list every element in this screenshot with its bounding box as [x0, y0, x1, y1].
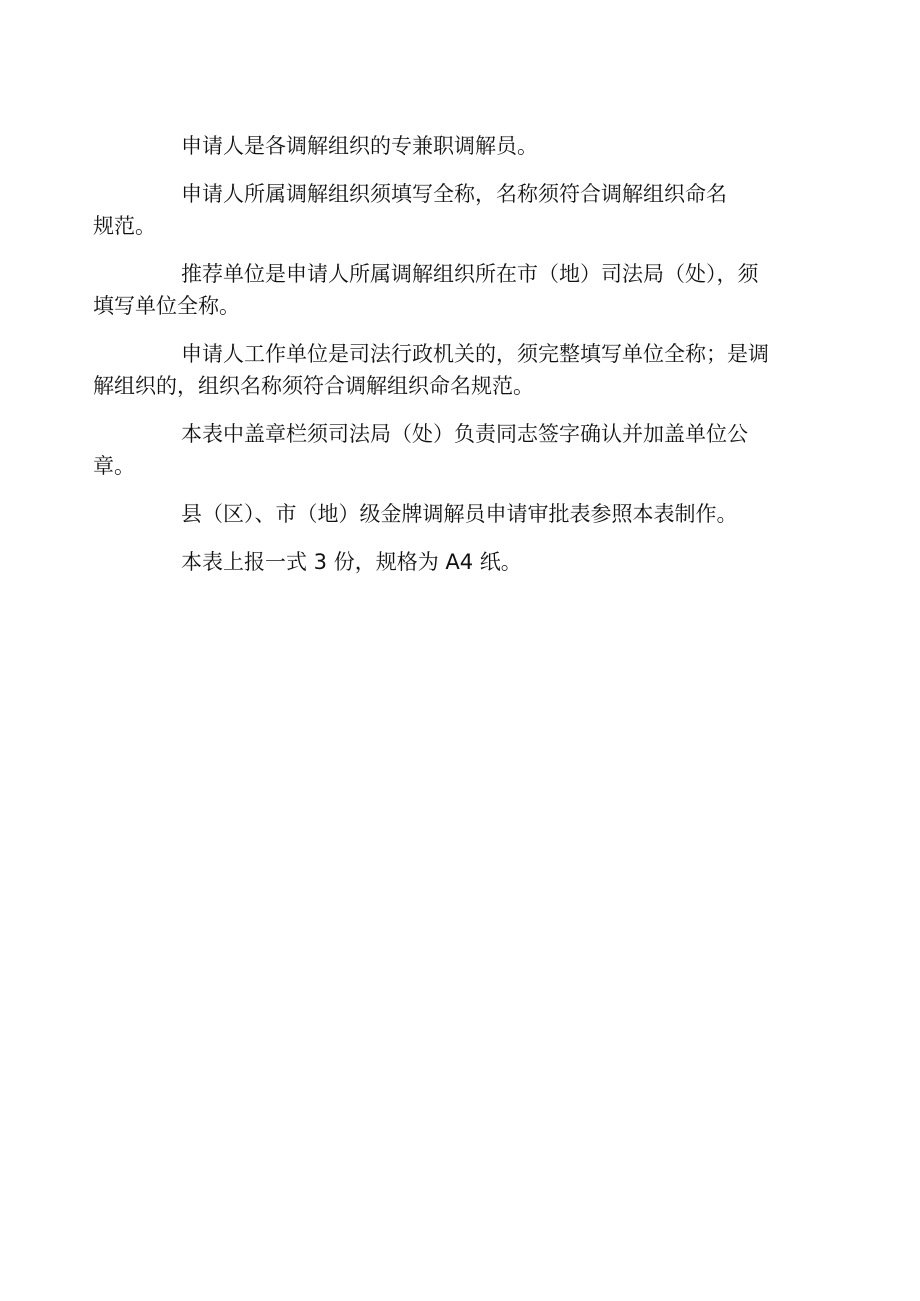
paragraph-7 — [137, 546, 792, 578]
paragraph-line: 本表中盖章栏须司法局（处）负责同志签字确认并加盖单位公 — [181, 422, 748, 446]
paragraph-line: 解组织的，组织名称须符合调解组织命名规范。 — [93, 374, 534, 398]
paragraph-line: 县（区）、市（地）级金牌调解员申请审批表参照本表制作。 — [181, 502, 738, 526]
paragraph-line: 推荐单位是申请人所属调解组织所在市（地）司法局（处），须 — [181, 262, 759, 286]
document-body — [93, 130, 792, 594]
paragraph-line: 章。 — [93, 454, 135, 478]
paragraph-2 — [93, 178, 792, 242]
paragraph-6 — [137, 498, 792, 530]
paragraph-5 — [93, 418, 792, 482]
paragraph-3 — [93, 258, 792, 322]
paragraph-line: 填写单位全称。 — [93, 294, 240, 318]
paragraph-line: 申请人是各调解组织的专兼职调解员。 — [181, 134, 538, 158]
paragraph-line: 申请人工作单位是司法行政机关的，须完整填写单位全称；是调 — [181, 342, 769, 366]
paragraph-line: 本表上报一式 3 份，规格为 A4 纸。 — [181, 550, 522, 574]
paragraph-line: 申请人所属调解组织须填写全称，名称须符合调解组织命名 — [181, 182, 727, 206]
paragraph-line: 规范。 — [93, 214, 156, 238]
paragraph-1 — [137, 130, 792, 162]
paragraph-4 — [93, 338, 792, 402]
